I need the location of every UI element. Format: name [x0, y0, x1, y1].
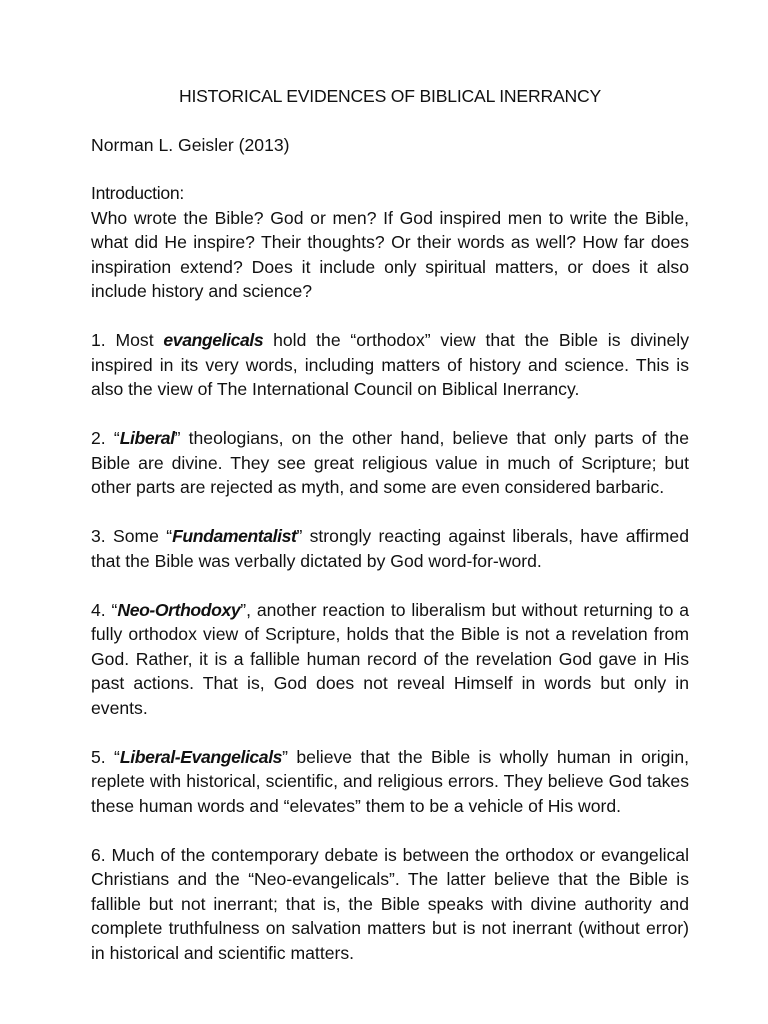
introduction-paragraph: Who wrote the Bible? God or men? If God inspired men to write the Bible, what did He inspire? Their thoughts? Or their words as well? How far does inspiration extend? Does it include only spiritual matters, or does it also include history and science?	[91, 207, 689, 301]
point-1-term: evangelicals	[163, 330, 264, 350]
document-page	[91, 84, 689, 990]
point-3-paragraph	[91, 524, 689, 573]
point-2-text: ” theologians, on the other hand, believe that only parts of the Bible are divine. They see great religious value in much of Scripture; but other parts are rejected as myth, and some are even considered barbaric.	[91, 428, 689, 497]
point-5-paragraph	[91, 745, 689, 819]
point-4-prefix: 4. “	[91, 599, 118, 620]
point-5-prefix: 5. “	[91, 746, 120, 767]
document-title: HISTORICAL EVIDENCES OF BIBLICAL INERRANCY	[178, 86, 602, 106]
introduction-heading: Introduction:	[91, 183, 184, 203]
point-1-paragraph	[91, 328, 689, 402]
author-line: Norman L. Geisler (2013)	[91, 134, 290, 155]
point-5-term: Liberal-Evangelicals	[119, 746, 283, 767]
point-1-prefix: 1. Most	[91, 330, 164, 350]
point-4-term: Neo-Orthodoxy	[117, 599, 241, 620]
point-3-text: ” strongly reacting against liberals, have affirmed that the Bible was verbally dictated by God word-for-word.	[91, 526, 689, 571]
point-2-term: Liberal	[119, 428, 175, 448]
point-4-paragraph	[91, 598, 689, 721]
point-3-prefix: 3. Some “	[91, 526, 173, 546]
point-6-paragraph: 6. Much of the contemporary debate is between the orthodox or evangelical Christians and the “Neo-evangelicals”. The latter believe that the Bible is fallible but not inerrant; that is, the Bible speaks with divine authority and complete truthfulness on salvation matters but is not inerrant (without error) in historical and scientific matters.	[91, 844, 689, 963]
point-2-paragraph	[91, 426, 689, 500]
point-4-text: ”, another reaction to liberalism but without returning to a fully orthodox view of Scripture, holds that the Bible is not a revelation from God. Rather, it is a fallible human record of the revelation God gave in His past actions. That is, God does not reveal Himself in words but only in events.	[91, 599, 690, 718]
point-2-prefix: 2. “	[91, 428, 120, 448]
point-1-text: hold the “orthodox” view that the Bible is divinely inspired in its very words, including matters of history and science. This is also the view of The International Council on Biblical Inerrancy.	[91, 330, 689, 399]
point-3-term: Fundamentalist	[172, 526, 297, 546]
point-5-text: ” believe that the Bible is wholly human in origin, replete with historical, scientific, and religious errors. They believe God takes these human words and “elevates” them to be a vehicle of His word.	[91, 746, 689, 816]
